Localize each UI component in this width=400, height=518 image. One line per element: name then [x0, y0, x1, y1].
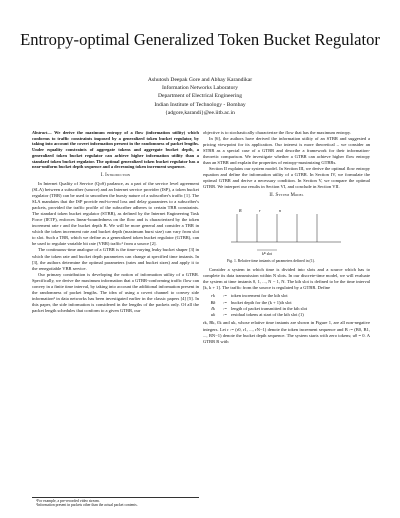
timing-diagram: [227, 202, 345, 258]
author-block: [40, 76, 360, 117]
definition-text: length of packet transmitted in the kth slot: [231, 305, 308, 311]
definition-symbol: rk: [211, 293, 215, 299]
definition-text: bucket depth for the (k + 1)th slot: [231, 299, 292, 305]
definition-eq: :=: [223, 299, 227, 305]
section-heading-intro: I. Introduction: [100, 172, 131, 178]
left-column: [32, 130, 199, 314]
definition-symbol: ℓk: [211, 305, 215, 311]
definition-row: [203, 312, 370, 318]
author-email: {adgore,karandi}@ee.iitb.ac.in: [165, 109, 235, 116]
footnote-2: ²Information present in packets other than the actual packet contents.: [36, 503, 138, 508]
definition-text: residual tokens at start of the kth slot (1): [231, 312, 304, 318]
definition-eq: :=: [223, 305, 227, 311]
intro-paragraph-3: Our primary contribution is developing the notion of information utility of a GTBR. Specifically, we derive the maximum information that a GTBR-conforming traffic flow can convey in a finite time interval, by taking into account the additional information present in the randomness of packet lengths. The idea of using a covert channel to convey side information² in data networks has been investigated earlier in the classic papers [4] [5]. In this paper, the side information is considered in the lengths of the packets only. Of all the packet length schedules that conform to a given GTBR, our: [32, 271, 199, 313]
definition-eq: :=: [223, 312, 227, 318]
right-paragraph-2: In [6], the authors have derived the information utility of an STBR and suggested a pricing viewpoint for its application. Our interest is more theoretical – we consider an STBR as a special case of a GTBR and describe a framework for their information-theoretic comparison. We investigate whether a GTBR can achieve higher flow entropy than an STBR and explain the properties of entropy-maximizing GTBRs.: [203, 136, 370, 166]
model-paragraph-1: Consider a system in which time is divided into slots and a source which has to complete its data transmission within N slots. In our discrete-time model, we will evaluate the system at time instants 0, 1, ..., N − 1, N. The kth slot is defined to be the time interval [k, k + 1]. The traffic from the source is regulated by a GTBR. Define: [203, 267, 370, 291]
author-dept: Department of Electrical Engineering: [157, 93, 243, 100]
slot-label: $k^{th}$ slot: [262, 251, 272, 256]
label-r: r: [259, 207, 261, 213]
model-paragraph-2: rk, Bk, ℓk and uk, whose relative time instants are shown in Figure 1, are all non-negative integers. Let r := (r0, r1, ..., rN−1) denote the token increment sequence and B := (B0, B1, ..., BN−1) denote the bucket depth sequence. The system starts with zero tokens; u0 = 0. A GTBR R with: [203, 320, 370, 344]
paper-title: Entropy-optimal Generalized Token Bucket Regulator: [20, 30, 380, 49]
intro-paragraph-2: The continuous-time analogue of a GTBR is the time-varying leaky bucket shaper [3] in which the token rate and bucket depth parameters can change at specified time instants. In [3], the authors determine the optimal parameters (rates and bucket sizes) and apply it to the renegotiable VBR service.: [32, 247, 199, 271]
abstract-text: — We derive the maximum entropy of a flow (information utility) which conforms to traffic constraints imposed by a generalized token bucket regulator, by taking into account the covert information present in the randomness of packet lengths. Under equality constraints of aggregate tokens and aggregate bucket depth, a generalized token bucket regulator can achieve higher information utility than a standard token bucket regulator. The optimal generalized token bucket regulator has a near-uniform bucket depth sequence and a decreasing token increment sequence.: [32, 130, 199, 170]
right-paragraph-1: objective is to stochastically characterize the flow that has the maximum entropy.: [203, 130, 351, 135]
section-heading-model: II. System Model: [269, 193, 304, 199]
figure-caption: Fig. 1. Relative time instants of parameters defined in (1).: [227, 258, 315, 263]
author-inst: Indian Institute of Technology - Bombay: [154, 101, 246, 108]
abstract: [32, 130, 199, 170]
footnotes: [32, 497, 199, 508]
intro-paragraph-1: In Internet Quality of Service (QoS) parlance, as a part of the service level agreement (SLA) between a subscriber (source) and an Internet service provider (ISP), a token bucket regulator (TBR) can be used to smoothen the bursty nature of a subscriber's traffic [1]. The SLA mandates that the ISP provide end-to-end loss and delay guarantees to a subscriber's packets, provided the traffic profile of the subscriber adheres to certain TBR constraints. The standard token bucket regulator (STBR), as defined by the Internet Engineering Task Force (IETF), enforces linear-boundedness on the flow and is characterized by the token increment rate r and the bucket depth B. We will be more general and consider a TBR in which the token increment rate and bucket depth (maximum burst size) can vary from slot to slot. Such a TBR, which we define as a generalized token bucket regulator (GTBR), can be used to regulate variable bit rate (VBR) traffic¹ from a source [2].: [32, 180, 199, 247]
footnote-1: ¹For example, a pre-recorded video stream.: [36, 499, 100, 503]
abstract-label: Abstract: [32, 130, 48, 135]
right-paragraph-3: Section II explains our system model. In Section III, we derive the optimal flow entropy equation and define the information utility of a GTBR. In Section IV, we formulate the optimal GTBR and derive a necessary condition. In Section V, we compare the optimal GTBR. We interpret our results in Section VI, and conclude in Section VII.: [203, 166, 370, 190]
definitions-block: [203, 293, 370, 318]
figure-1: [203, 202, 370, 258]
label-n: n: [279, 207, 281, 213]
definition-text: token increment for the kth slot: [231, 293, 288, 299]
definition-symbol: uk: [210, 312, 216, 318]
definition-eq: :=: [223, 293, 227, 299]
author-names: Ashutosh Deepak Gore and Abhay Karandikar: [147, 77, 253, 83]
label-b: B: [239, 207, 242, 213]
definition-symbol: Bk: [210, 299, 216, 305]
right-column: [203, 130, 370, 345]
author-lab: Information Networks Laboratory: [161, 85, 239, 92]
